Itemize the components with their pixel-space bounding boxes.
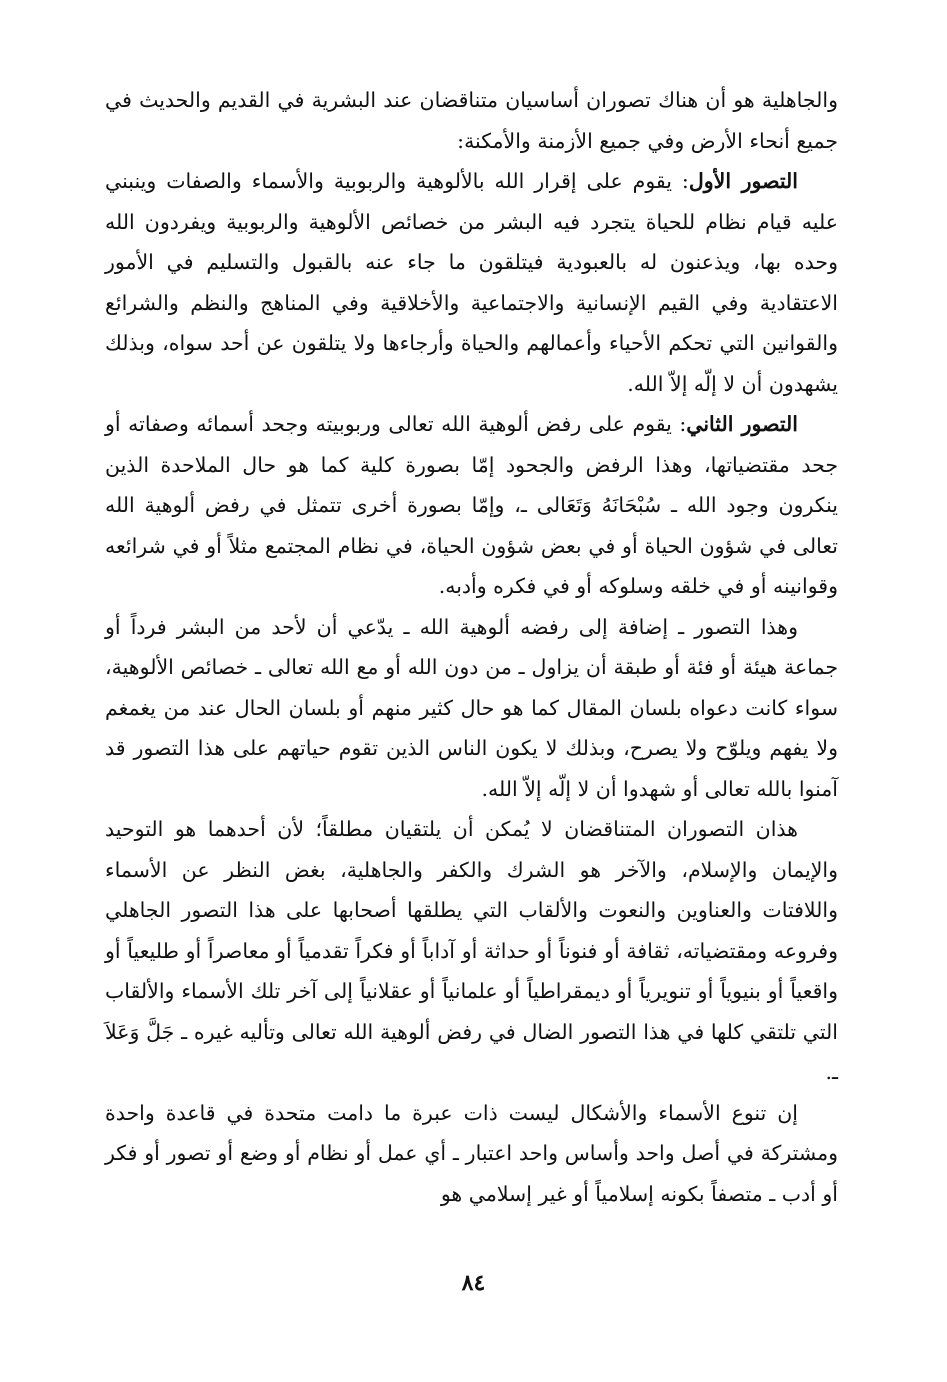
- paragraph-names-forms: [105, 1093, 838, 1215]
- first-concept-text: : يقوم على إقرار الله بالألوهية والربوبية والأسماء والصفات وينبني عليه قيام نظام للحياة يتجرد فيه البشر من خصائص الألوهية والربوبية ويفردون الله وحده بها، ويذعنون له بالعبودية فيتلقون ما جاء عنه بالقبول والتسليم في الأمور الاعتقادية وفي القيم الإنسانية والاجتماعية والأخلاقية وفي المناهج والنظم والشرائع والقوانين التي تحكم الأحياء وأعمالهم والحياة وأرجاءها ولا يتلقون عن أحد سواه، وبذلك يشهدون أن لا إلّه إلاّ الله.: [105, 169, 838, 396]
- page-number: ٨٤: [461, 1270, 486, 1296]
- paragraph-first-concept: [105, 161, 838, 404]
- paragraph-second-concept: [105, 404, 838, 607]
- first-concept-heading: التصور الأول: [688, 169, 798, 193]
- paragraph-contradiction: [105, 809, 838, 1093]
- paragraph-claim-text: وهذا التصور ـ إضافة إلى رفضه ألوهية الله ـ يدّعي أن لأحد من البشر فرداً أو جماعة هيئة أو فئة أو طبقة أن يزاول ـ من دون الله أو مع الله تعالى ـ خصائص الألوهية، سواء كانت دعواه بلسان المقال كما هو حال كثير منهم أو بلسان الحال عند من يغمغم ولا يفهم ويلوّح ولا يصرح، وبذلك لا يكون الناس الذين تقوم حياتهم على هذا التصور قد آمنوا بالله تعالى أو شهدوا أن لا إلّه إلاّ الله.: [105, 614, 838, 801]
- paragraph-claim: [105, 607, 838, 810]
- paragraph-names-forms-text: إن تنوع الأسماء والأشكال ليست ذات عبرة ما دامت متحدة في قاعدة واحدة ومشتركة في أصل واحد وأساس واحد اعتبار ـ أي عمل أو نظام أو وضع أو تصور أو فكر أو أدب ـ متصفاً بكونه إسلامياً أو غير إسلامي هو: [105, 1100, 838, 1206]
- second-concept-text: : يقوم على رفض ألوهية الله تعالى وربوبيته وجحد أسمائه وصفاته أو جحد مقتضياتها، وهذا الرفض والجحود إمّا بصورة كلية كما هو حال الملاحدة الذين ينكرون وجود الله ـ سُبْحَانَهُ وَتَعَالى ـ، وإمّا بصورة أخرى تتمثل في رفض ألوهية الله تعالى في شؤون الحياة أو في بعض شؤون الحياة، في نظام المجتمع مثلاً أو في شرائعه وقوانينه أو في خلقه وسلوكه أو في فكره وأدبه.: [105, 412, 838, 598]
- second-concept-heading: التصور الثاني: [686, 412, 798, 436]
- page-body: [105, 80, 838, 1214]
- paragraph-contradiction-text: هذان التصوران المتناقضان لا يُمكن أن يلتقيان مطلقاً؛ لأن أحدهما هو التوحيد والإيمان والإسلام، والآخر هو الشرك والكفر والجاهلية، بغض النظر عن الأسماء واللافتات والعناوين والنعوت والألقاب التي يطلقها أصحابها على هذا التصور الجاهلي وفروعه ومقتضياته، ثقافة أو فنوناً أو حداثة أو آداباً أو فكراً تقدمياً أو معاصراً أو طليعياً أو واقعياً أو بنيوياً أو تنويرياً أو ديمقراطياً أو علمانياً أو عقلانياً إلى آخر تلك الأسماء والألقاب التي تلتقي كلها في هذا التصور الضال في رفض ألوهية الله تعالى وتأليه غيره ـ جَلَّ وَعَلاَ ـ.: [105, 817, 838, 1084]
- paragraph-intro: [105, 80, 838, 161]
- paragraph-intro-text: والجاهلية هو أن هناك تصوران أساسيان متناقضان عند البشرية في القديم والحديث في جميع أنحاء الأرض وفي جميع الأزمنة والأمكنة:: [105, 88, 838, 153]
